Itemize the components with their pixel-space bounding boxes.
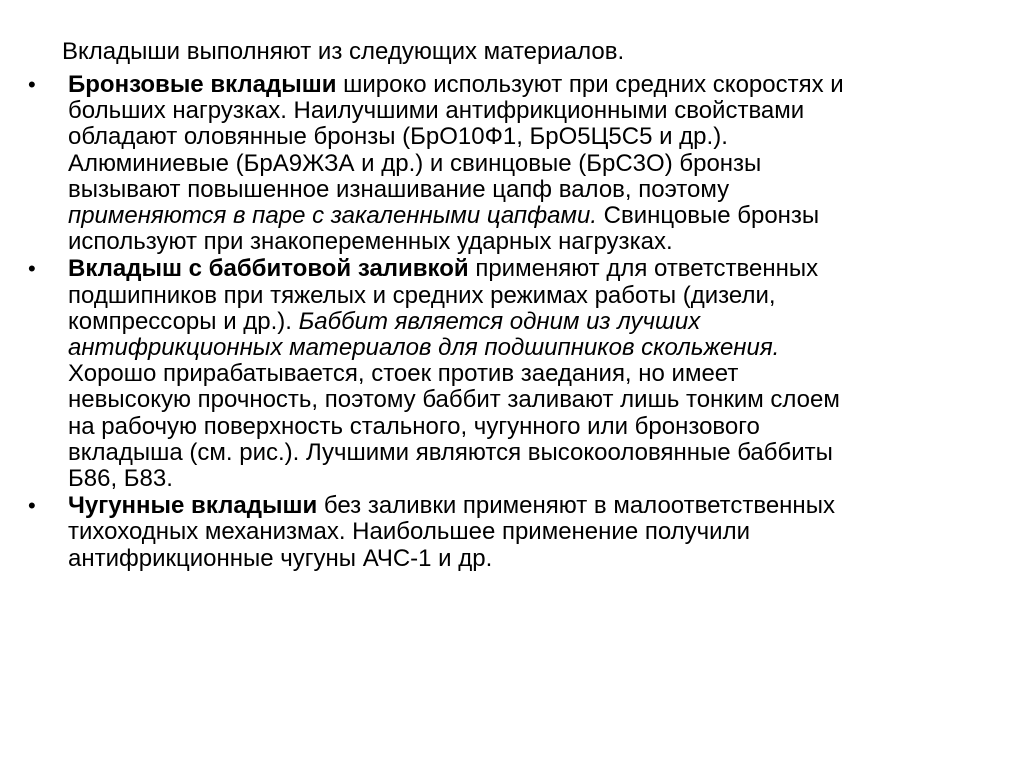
bullet-item: [0, 72, 1024, 255]
italic-text: применяются в паре с закаленными цапфами.: [68, 202, 597, 230]
text-segment: компрессоры и др.).: [68, 307, 299, 335]
bold-term: Бронзовые вкладыши: [68, 71, 337, 98]
text-segment: без заливки применяют в малоответственных: [317, 492, 835, 520]
italic-text: антифрикционных материалов для подшипников скольжения.: [68, 334, 780, 362]
bullet-marker: •: [28, 493, 36, 519]
text-line: [68, 493, 1024, 519]
text-segment: Алюминиевые (БрА9ЖЗА и др.) и свинцовые (БрС3О) бронзы: [68, 149, 762, 177]
text-line: [68, 414, 1024, 440]
bold-term: Чугунные вкладыши: [68, 492, 318, 520]
text-segment: Свинцовые бронзы: [596, 202, 820, 230]
text-line: [68, 72, 1024, 98]
italic-text: Баббит является одним из лучших: [298, 307, 701, 335]
text-line: [68, 124, 1024, 150]
text-segment: Хорошо прирабатывается, стоек против заедания, но имеет: [68, 360, 739, 388]
text-segment: используют при знакопеременных ударных нагрузках.: [68, 228, 673, 256]
text-segment: широко используют при средних скоростях и: [336, 71, 844, 98]
text-segment: вызывают повышенное изнашивание цапф валов, поэтому: [68, 175, 730, 203]
text-segment: больших нагрузках. Наилучшими антифрикционными свойствами: [68, 97, 805, 125]
intro-text: Вкладыши выполняют из следующих материалов.: [62, 38, 625, 65]
text-line: [68, 440, 1024, 466]
bullet-list: [0, 72, 1024, 573]
text-line: [68, 335, 1024, 361]
bullet-item: [0, 493, 1024, 572]
text-line: [68, 309, 1024, 335]
text-line: [68, 177, 1024, 203]
bullet-marker: •: [28, 256, 36, 282]
text-segment: невысокую прочность, поэтому баббит заливают лишь тонким слоем: [68, 386, 840, 414]
text-line: [68, 546, 1024, 572]
text-line: [68, 387, 1024, 413]
bullet-item: [0, 256, 1024, 492]
text-line: [68, 283, 1024, 309]
text-line: [68, 203, 1024, 229]
text-line: [68, 151, 1024, 177]
text-line: [68, 361, 1024, 387]
bold-term: Вкладыш с баббитовой заливкой: [68, 255, 469, 283]
bullet-marker: •: [28, 72, 36, 97]
text-segment: на рабочую поверхность стального, чугунного или бронзового: [68, 412, 760, 440]
text-segment: тихоходных механизмах. Наибольшее применение получили: [68, 518, 750, 546]
text-line: [68, 256, 1024, 282]
text-line: [68, 466, 1024, 492]
text-segment: подшипников при тяжелых и средних режимах работы (дизели,: [68, 281, 776, 309]
text-line: [68, 229, 1024, 255]
text-segment: антифрикционные чугуны АЧС-1 и др.: [68, 544, 493, 572]
text-line: [68, 98, 1024, 124]
text-segment: вкладыша (см. рис.). Лучшими являются высокооловянные баббиты: [68, 438, 833, 466]
text-segment: Б86, Б83.: [68, 465, 173, 493]
text-segment: обладают оловянные бронзы (БрО10Ф1, БрО5Ц5С5 и др.).: [68, 123, 728, 151]
text-line: [68, 519, 1024, 545]
text-segment: применяют для ответственных: [468, 255, 819, 283]
